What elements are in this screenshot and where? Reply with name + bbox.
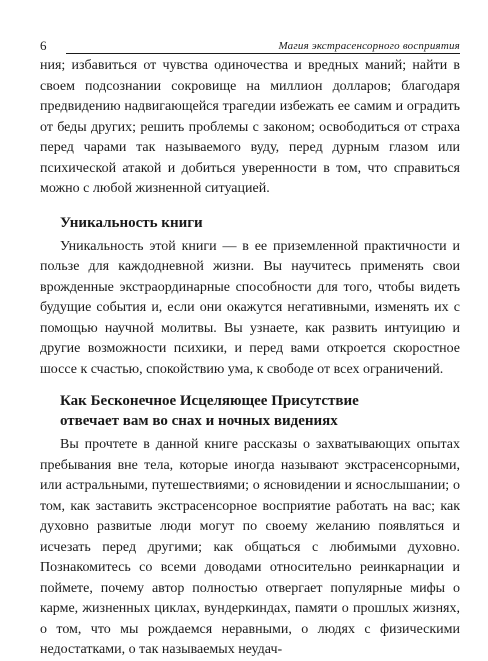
page-body [40,56,460,661]
section-heading-dreams-line-1: Как Бесконечное Исцеляющее Присутствие [60,393,359,409]
section-heading-dreams-line-2: отвечает вам во снах и ночных видениях [60,413,338,429]
running-title: Магия экстрасенсорного восприятия [278,40,460,52]
page-number: 6 [40,38,47,53]
paragraph-dreams: Вы прочтете в данной книге рассказы о захватывающих опытах пребывания вне тела, которые иногда называют экстрасенсорными, или астральными, путешествиями; о ясновидении и яснослышании; о том, как заставить экстрасенсорное восприятие работать на вас; как духовно развитые люди могут по своему желанию появляться и исчезать перед другими; как общаться с любимыми духовно. Познакомитесь со всеми доводами относительно реинкарнации и поймете, почему автор полностью отвергает популярные мифы о карме, жизненных циклах, вундеркиндах, памяти о прошлых жизнях, о том, что мы рождаемся неравными, о людях с физическими недостатками, о так называемых неудач- [40,437,460,657]
section-heading-uniqueness: Уникальность книги [60,214,203,231]
paragraph-uniqueness: Уникальность этой книги — в ее приземленной практичности и пользе для каждодневной жизни. Вы научитесь применять свои врожденные экстраординарные способности для того, чтобы видеть будущие события и, если они окажутся негативными, изменять их с помощью научной молитвы. Вы узнаете, как развить интуицию и другие возможности психики, и перед вами откроется скоростное шоссе к счастью, спокойствию ума, к свободе от всех ограничений. [40,238,460,377]
paragraph-intro-continued: ния; избавиться от чувства одиночества и вредных маний; найти в своем подсознании сокровище на миллион долларов; благодаря предвидению надвигающейся трагедии избежать ее самим и оградить от беды других; решить проблемы с законом; освободиться от страха перед чарами так называемого вуду, перед дурным глазом или психической атакой и добиться уверенности в том, что справиться можно с любой жизненной ситуацией. [40,58,460,196]
section-heading-dreams [60,391,460,431]
running-header [40,38,460,54]
